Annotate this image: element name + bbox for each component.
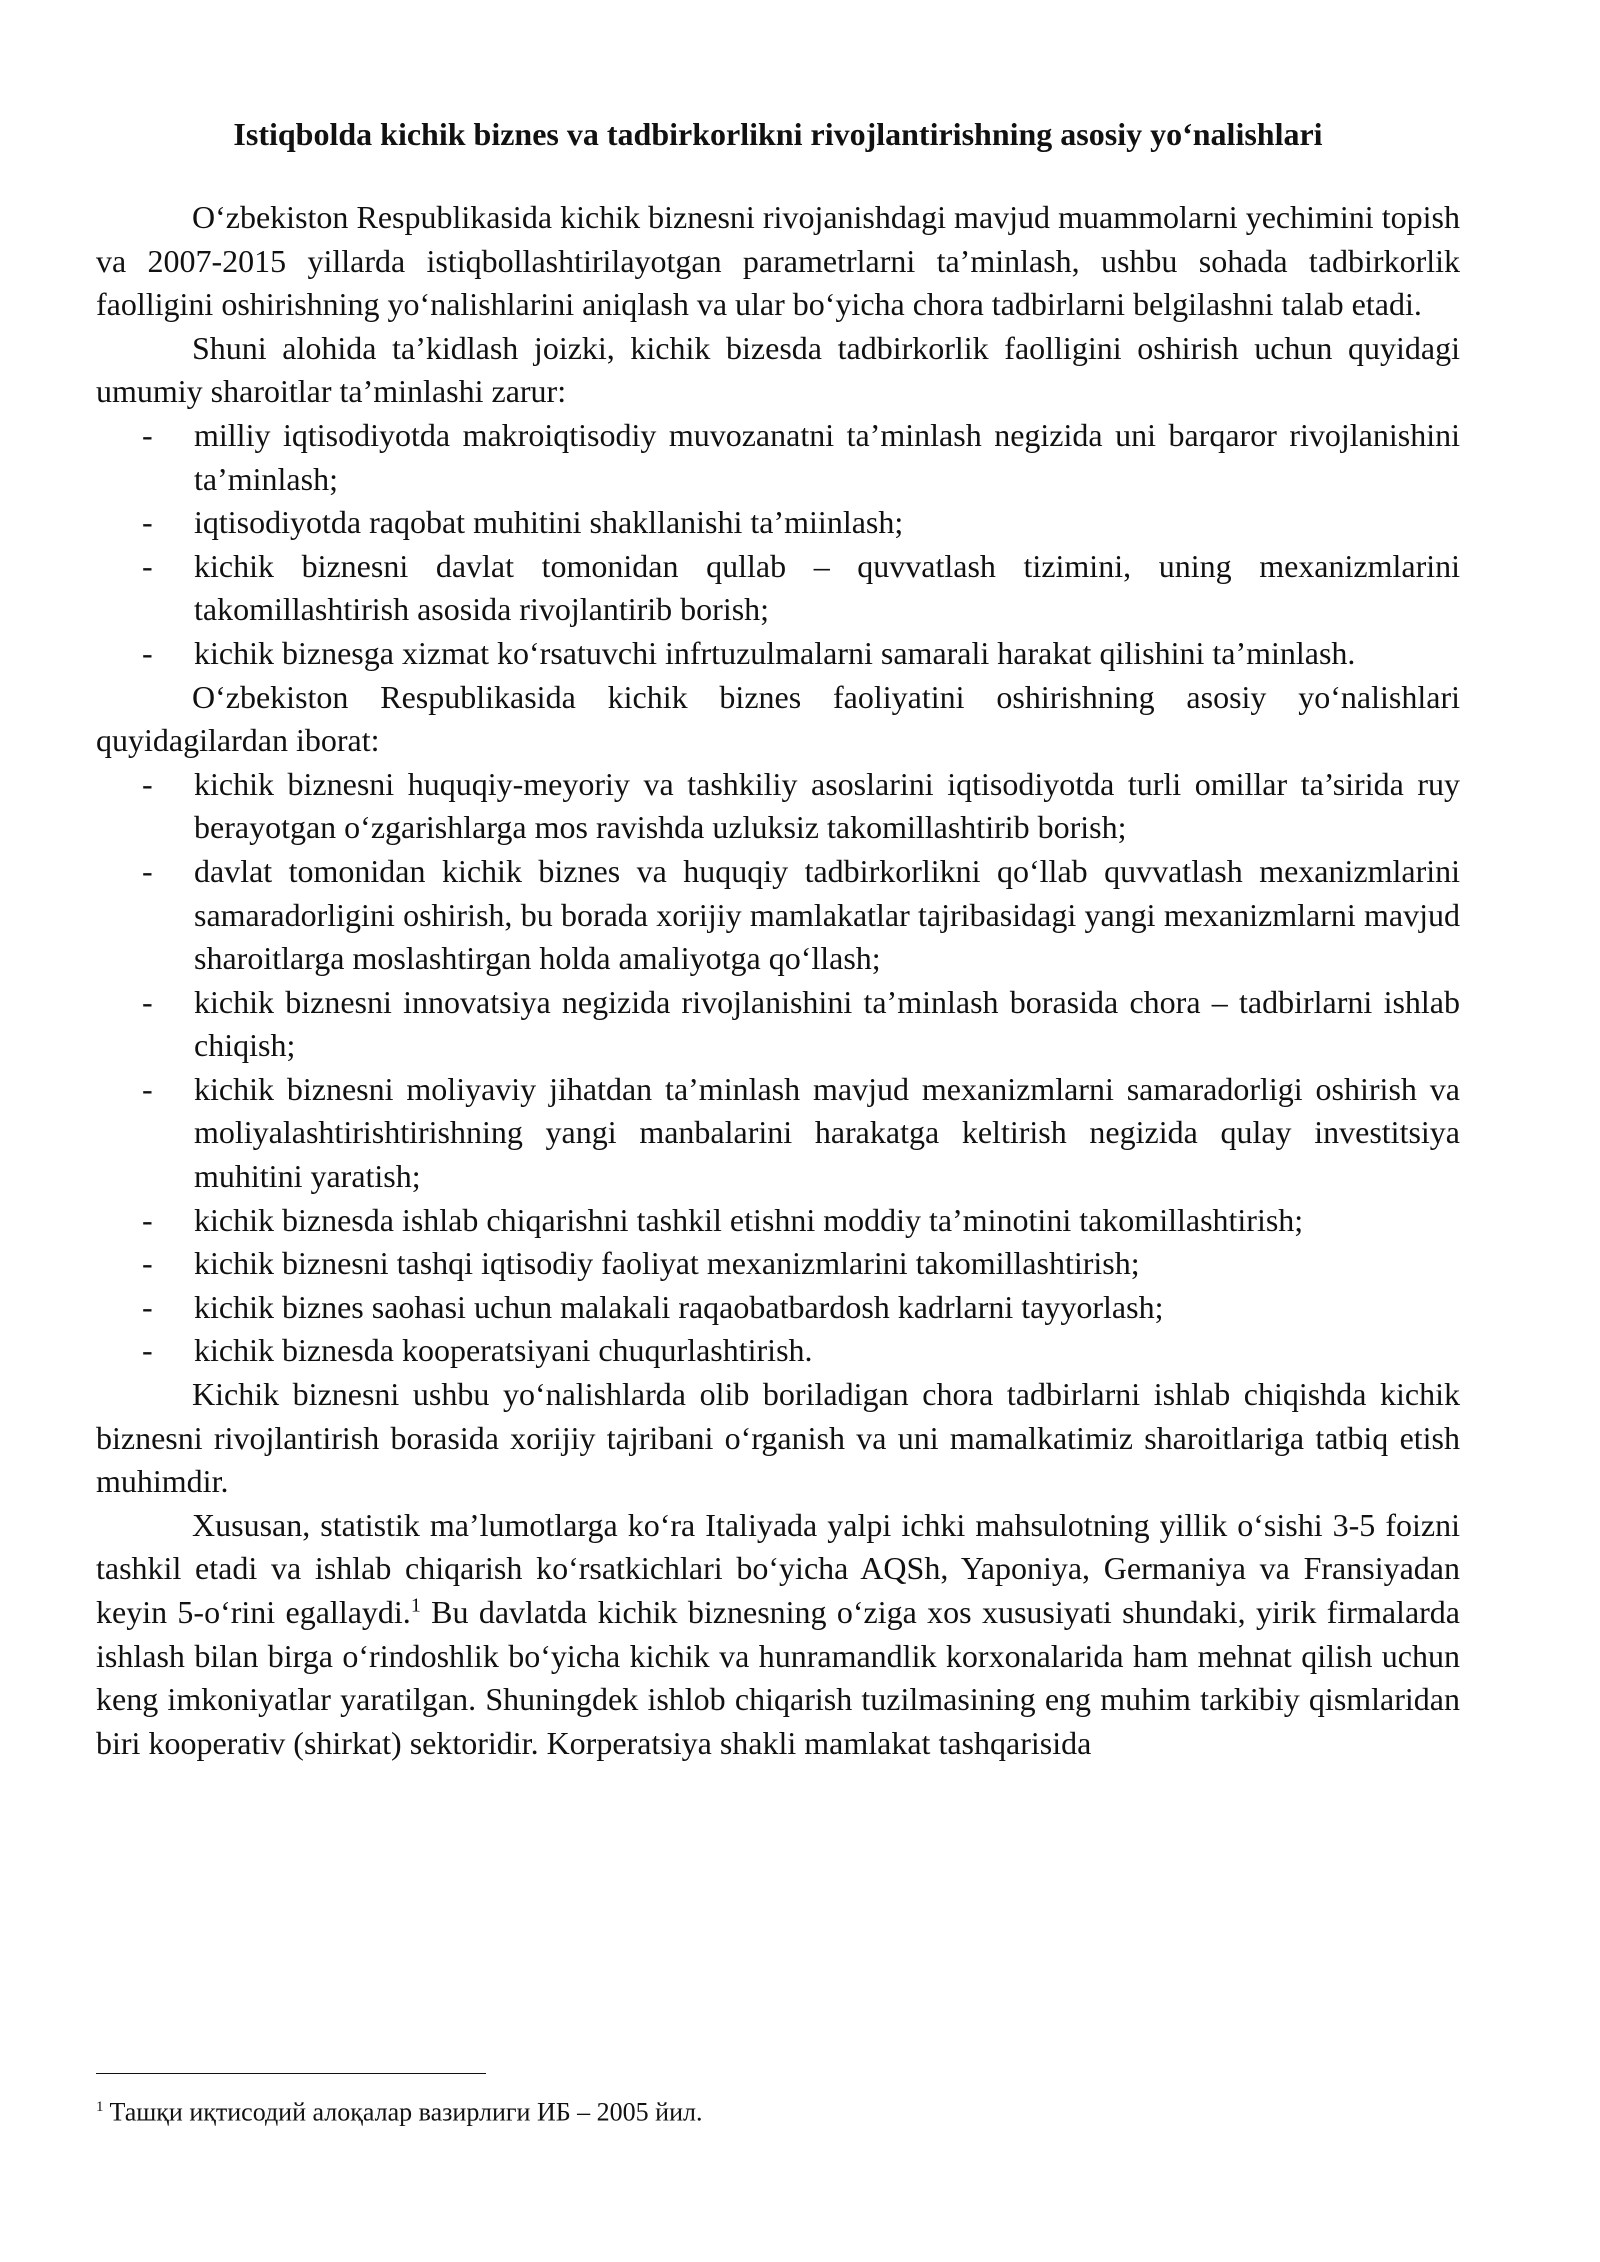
list-item-text: kichik biznesda kooperatsiyani chuqurlashtirish. xyxy=(194,1332,813,1369)
page-content xyxy=(96,112,1460,1765)
dash-marker: - xyxy=(142,1245,153,1282)
dash-marker: - xyxy=(142,547,153,584)
list-item xyxy=(96,632,1460,676)
list-item xyxy=(96,1242,1460,1286)
list-item xyxy=(96,545,1460,632)
conditions-list xyxy=(96,414,1460,676)
list-item-text: kichik biznesni tashqi iqtisodiy faoliyat mexanizmlarini takomillashtirish; xyxy=(194,1245,1140,1282)
dash-marker: - xyxy=(142,983,153,1020)
dash-marker: - xyxy=(142,1201,153,1238)
list-item xyxy=(96,1329,1460,1373)
paragraph-intro: O‘zbekiston Respublikasida kichik biznesni rivojanishdagi mavjud muammolarni yechimini topish va 2007-2015 yillarda istiqbollashtirilayotgan parametrlarni ta’minlash, ushbu sohada tadbirkorlik faolligini oshirishning yo‘nalishlarini aniqlash va ular bo‘yicha chora tadbirlarni belgilashni talab etadi. xyxy=(96,199,1460,323)
page-title: Istiqbolda kichik biznes va tadbirkorlikni rivojlantirishning asosiy yo‘nalishlari xyxy=(233,116,1323,152)
paragraph-italy xyxy=(96,1504,1460,1766)
footnote-text: Ташқи иқтисодий алоқалар вазирлиги ИБ – 2005 йил. xyxy=(109,2097,703,2127)
list-item-text: kichik biznesga xizmat ko‘rsatuvchi infrtuzulmalarni samarali harakat qilishini ta’minlash. xyxy=(194,634,1356,671)
list-item xyxy=(96,763,1460,850)
dash-marker: - xyxy=(142,416,153,453)
dash-marker: - xyxy=(142,1288,153,1325)
dash-marker: - xyxy=(142,765,153,802)
list-item-text: davlat tomonidan kichik biznes va huquqiy tadbirkorlikni qo‘llab quvvatlash mexanizmlarini samaradorligini oshirish, bu borada xorijiy mamlakatlar tajribasidagi yangi mexanizmlarni mavjud sharoitlarga moslashtirgan holda amaliyotga qo‘llash; xyxy=(194,852,1460,977)
list-item-text: kichik biznesni huquqiy-meyoriy va tashkiliy asoslarini iqtisodiyotda turli omillar ta’sirida ruy berayotgan o‘zgarishlarga mos ravishda uzluksiz takomillashtirib borish; xyxy=(194,765,1460,846)
list-item xyxy=(96,850,1460,981)
footnote-number: 1 xyxy=(96,2099,104,2115)
footnote-reference[interactable]: 1 xyxy=(410,1594,421,1617)
dash-marker: - xyxy=(142,634,153,671)
dash-marker: - xyxy=(142,1070,153,1107)
dash-marker: - xyxy=(142,504,153,541)
list-item xyxy=(96,414,1460,501)
directions-list xyxy=(96,763,1460,1373)
list-item-text: kichik biznesni davlat tomonidan qullab – quvvatlash tizimini, uning mexanizmlarini takomillashtirish asosida rivojlantirib borish; xyxy=(194,547,1460,628)
paragraph-foreign-experience: Kichik biznesni ushbu yo‘nalishlarda olib boriladigan chora tadbirlarni ishlab chiqishda kichik biznesni rivojlantirish borasida xorijiy tajribani o‘rganish va uni mamalkatimiz sharoitlariga tatbiq etish muhimdir. xyxy=(96,1376,1460,1500)
footnote xyxy=(96,2090,702,2130)
list-item-text: kichik biznes saohasi uchun malakali raqaobatbardosh kadrlarni tayyorlash; xyxy=(194,1288,1164,1325)
paragraph-italy-part1: Xususan, statistik ma’lumotlarga ko‘ra Italiyada yalpi ichki mahsulotning yillik o‘sishi 3-5 foizni tashkil etadi va ishlab chiqarish ko‘rsatkichlari bo‘yicha AQSh, Yaponiya, Germaniya va Fransiyadan keyin 5-o‘rini egallaydi. xyxy=(96,1506,1460,1630)
footnote-separator xyxy=(96,2073,486,2074)
list-item-text: kichik biznesni innovatsiya negizida rivojlanishini ta’minlash borasida chora – tadbirlarni ishlab chiqish; xyxy=(194,983,1460,1064)
list-item xyxy=(96,1199,1460,1243)
paragraph-conditions: Shuni alohida ta’kidlash joizki, kichik bizesda tadbirkorlik faolligini oshirish uchun quyidagi umumiy sharoitlar ta’minlashi zarur: xyxy=(96,329,1460,410)
list-item-text: kichik biznesda ishlab chiqarishni tashkil etishni moddiy ta’minotini takomillashtirish; xyxy=(194,1201,1304,1238)
list-item xyxy=(96,981,1460,1068)
list-item-text: kichik biznesni moliyaviy jihatdan ta’minlash mavjud mexanizmlarni samaradorligi oshirish va moliyalashtirishtirishning yangi manbalarini harakatga keltirish negizida qulay investitsiya muhitini yaratish; xyxy=(194,1070,1460,1195)
paragraph-italy-part2: Bu davlatda kichik biznesning o‘ziga xos xususiyati shundaki, yirik firmalarda ishlash bilan birga o‘rindoshlik bo‘yicha kichik va hunramandlik korxonalarida ham mehnat qilish uchun keng imkoniyatlar yaratilgan. Shuningdek ishlob chiqarish tuzilmasining eng muhim tarkibiy qismlaridan biri kooperativ (shirkat) sektoridir. Korperatsiya shakli mamlakat tashqarisida xyxy=(96,1594,1461,1761)
paragraph-directions: O‘zbekiston Respublikasida kichik biznes faoliyatini oshirishning asosiy yo‘nalishlari quyidagilardan iborat: xyxy=(96,678,1460,759)
list-item xyxy=(96,1068,1460,1199)
list-item-text: milliy iqtisodiyotda makroiqtisodiy muvozanatni ta’minlash negizida uni barqaror rivojlanishini ta’minlash; xyxy=(194,416,1460,497)
list-item xyxy=(96,501,1460,545)
dash-marker: - xyxy=(142,852,153,889)
dash-marker: - xyxy=(142,1332,153,1369)
list-item xyxy=(96,1286,1460,1330)
list-item-text: iqtisodiyotda raqobat muhitini shakllanishi ta’miinlash; xyxy=(194,504,904,541)
